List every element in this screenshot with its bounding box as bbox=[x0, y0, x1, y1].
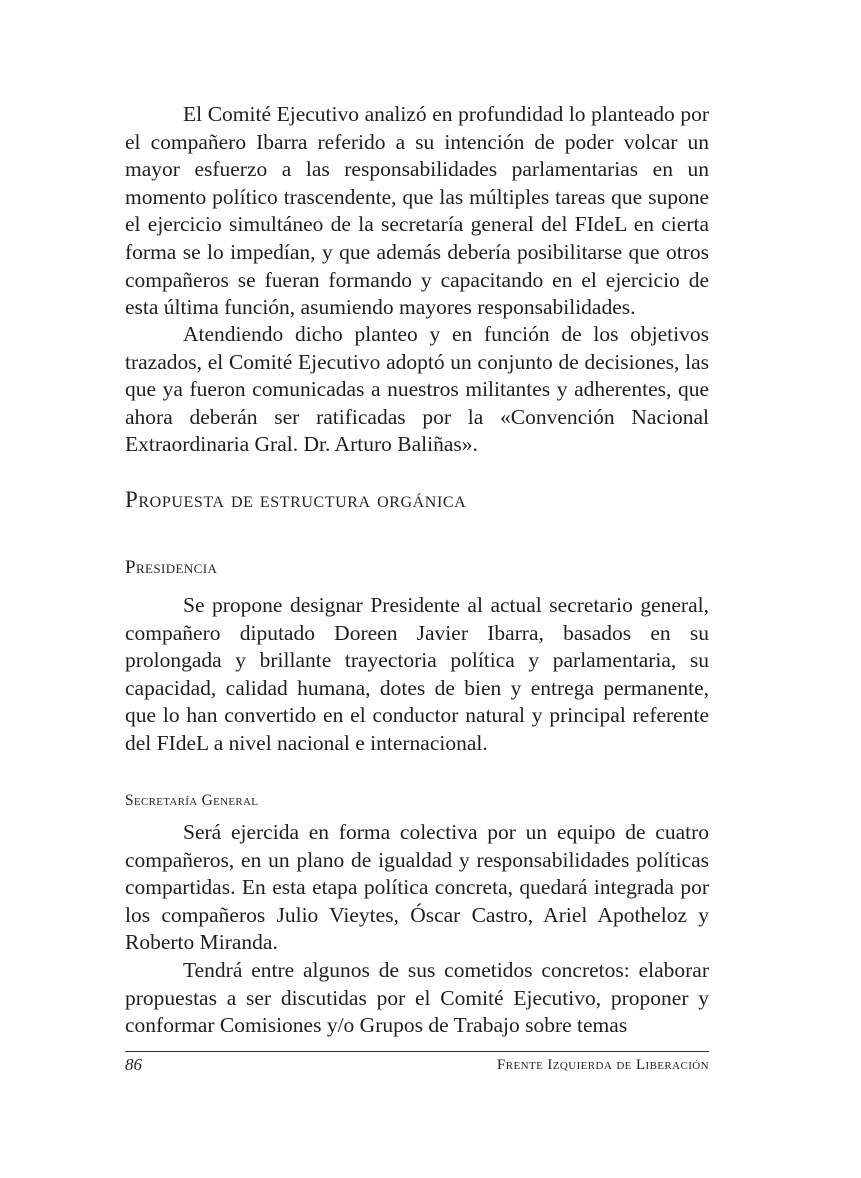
section-heading: Propuesta de estructura orgánica bbox=[125, 487, 467, 512]
footer-rule bbox=[125, 1051, 709, 1052]
subheading-presidencia: Presidencia bbox=[125, 557, 218, 578]
paragraph-decisiones: Atendiendo dicho planteo y en función de los objetivos trazados, el Comité Ejecutivo adoptó un conjunto de decisiones, las que ya fueron comunicadas a nuestros militantes y adherentes, que ahora deberán ser ratificadas por la «Convención Nacional Extraordinaria Gral. Dr. Arturo Baliñas». bbox=[125, 322, 709, 457]
paragraph-comite-analisis: El Comité Ejecutivo analizó en profundidad lo planteado por el compañero Ibarra referido a su intención de poder volcar un mayor esfuerzo a las responsabilidades parlamentarias en un momento político trascendente, que las múltiples tareas que supone el ejercicio simultáneo de la secretaría general del FIdeL en cierta forma se lo impedían, y que además debería posibilitarse que otros compañeros se fueran formando y capacitando en el ejercicio de esta última función, asumiendo mayores responsabilidades. bbox=[125, 102, 709, 320]
subheading-secretaria-general: Secretaría General bbox=[125, 792, 259, 809]
running-title: Frente Izquierda de Liberación bbox=[497, 1057, 709, 1073]
page-number: 86 bbox=[125, 1055, 142, 1074]
paragraph-cometidos: Tendrá entre algunos de sus cometidos concretos: elaborar propuestas a ser discutidas por el Comité Ejecutivo, proponer y conformar Comisiones y/o Grupos de Trabajo sobre temas bbox=[125, 958, 709, 1038]
paragraph-presidencia: Se propone designar Presidente al actual secretario general, compañero diputado Doreen Javier Ibarra, basados en su prolongada y brillante trayectoria política y parlamentaria, su capacidad, calidad humana, dotes de bien y entrega permanente, que lo han convertido en el conductor natural y principal referente del FIdeL a nivel nacional e internacional. bbox=[125, 593, 709, 755]
paragraph-secretaria-integracion: Será ejercida en forma colectiva por un equipo de cuatro compañeros, en un plano de igualdad y responsabilidades políticas compartidas. En esta etapa política concreta, quedará integrada por los compañeros Julio Vieytes, Óscar Castro, Ariel Apotheloz y Roberto Miranda. bbox=[125, 820, 709, 955]
